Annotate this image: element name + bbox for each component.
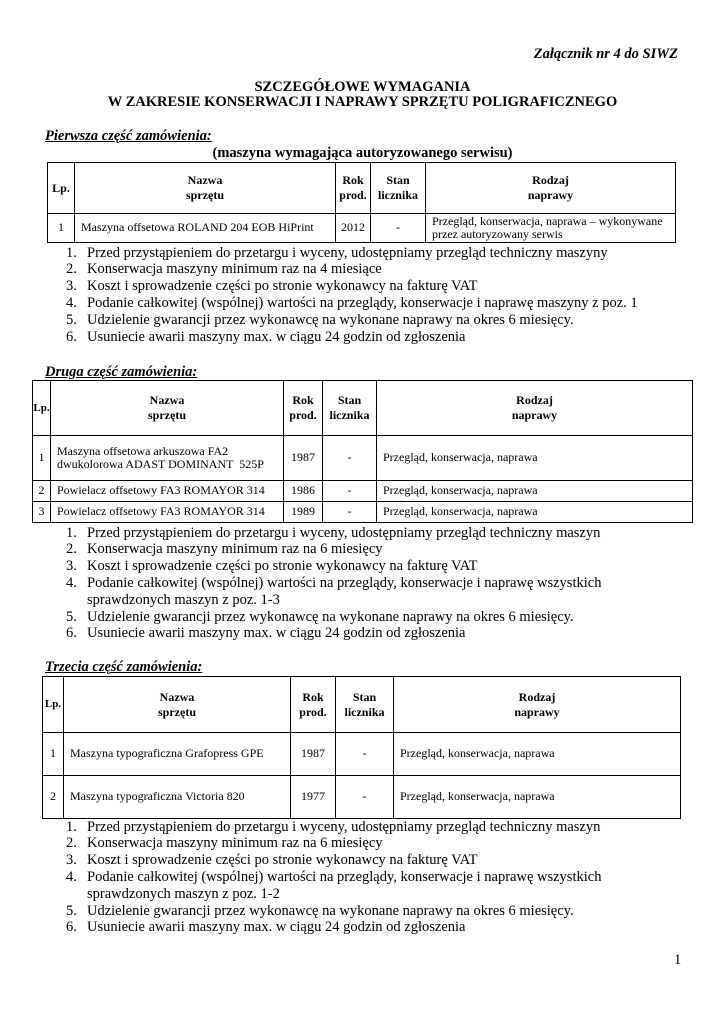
cell-production-year: 1987 bbox=[284, 436, 323, 481]
title-line-1: SZCZEGÓŁOWE WYMAGANIA bbox=[254, 79, 471, 95]
header-line: prod. bbox=[339, 188, 367, 202]
requirement-item bbox=[66, 312, 677, 329]
header-line: Nazwa bbox=[159, 689, 195, 704]
cell-production-year: 1986 bbox=[284, 481, 323, 502]
requirement-number: 1. bbox=[66, 244, 77, 261]
requirement-text: Przed przystąpieniem do przetargu i wyceny, udostępniamy przegląd techniczny maszyny bbox=[87, 244, 608, 261]
equipment-table-part-3 bbox=[42, 676, 681, 819]
table-row bbox=[33, 502, 693, 523]
table-header-row bbox=[48, 163, 676, 214]
cell-lp: 1 bbox=[33, 436, 51, 481]
document-title bbox=[0, 80, 725, 110]
requirement-number: 4. bbox=[66, 868, 77, 885]
requirement-item bbox=[66, 295, 677, 312]
header-meter-reading bbox=[336, 677, 394, 733]
section-heading-part-3: Trzecia część zamówienia: bbox=[45, 659, 203, 675]
header-meter-reading bbox=[371, 163, 426, 214]
cell-lp: 2 bbox=[33, 481, 51, 502]
cell-meter-reading: - bbox=[323, 481, 377, 502]
requirement-text: Konserwacja maszyny minimum raz na 6 miesięcy bbox=[87, 835, 383, 852]
header-repair-type bbox=[426, 163, 676, 214]
requirement-number: 1. bbox=[66, 524, 77, 541]
table-row bbox=[43, 733, 681, 776]
section-heading-part-1: Pierwsza część zamówienia: bbox=[45, 128, 212, 144]
requirement-text: Udzielenie gwarancji przez wykonawcę na wykonane naprawy na okres 6 miesięcy. bbox=[87, 608, 574, 625]
header-lp: Lp. bbox=[48, 163, 75, 214]
requirement-text: Podanie całkowitej (wspólnej) wartości na przeglądy, konserwacje i naprawę wszystkich sprawdzonych maszyn z poz. 1-3 bbox=[87, 574, 602, 608]
title-line-2: W ZAKRESIE KONSERWACJI I NAPRAWY SPRZĘTU POLIGRAFICZNEGO bbox=[107, 94, 618, 110]
header-line: Rok bbox=[302, 689, 324, 704]
requirement-number: 2. bbox=[66, 835, 77, 852]
header-equipment-name bbox=[51, 381, 284, 436]
header-line: licznika bbox=[377, 188, 418, 202]
header-equipment-name bbox=[75, 163, 336, 214]
cell-meter-reading: - bbox=[323, 502, 377, 523]
requirement-number: 5. bbox=[66, 902, 77, 919]
header-production-year bbox=[291, 677, 336, 733]
cell-equipment-name: Maszyna offsetowa ROLAND 204 EOB HiPrint bbox=[75, 214, 336, 243]
cell-meter-reading: - bbox=[323, 436, 377, 481]
requirement-number: 4. bbox=[66, 574, 77, 591]
page-number: 1 bbox=[674, 952, 682, 968]
requirement-item bbox=[66, 852, 677, 869]
requirement-text: Przed przystąpieniem do przetargu i wyceny, udostępniamy przegląd techniczny maszyn bbox=[87, 524, 601, 541]
cell-lp: 3 bbox=[33, 502, 51, 523]
header-repair-type bbox=[394, 677, 681, 733]
cell-equipment-name: Maszyna typograficzna Grafopress GPE bbox=[64, 733, 291, 776]
requirement-text: Usuniecie awarii maszyny max. w ciągu 24 godzin od zgłoszenia bbox=[87, 625, 466, 642]
requirement-item bbox=[66, 575, 677, 609]
requirement-item bbox=[66, 919, 677, 936]
section-subheading-part-1: (maszyna wymagająca autoryzowanego serwisu) bbox=[212, 145, 513, 161]
requirement-item bbox=[66, 329, 677, 346]
table-row bbox=[33, 481, 693, 502]
header-line: Rodzaj bbox=[518, 689, 556, 704]
requirement-number: 2. bbox=[66, 261, 77, 278]
annex-label: Załącznik nr 4 do SIWZ bbox=[533, 46, 678, 62]
header-line: naprawy bbox=[527, 188, 574, 202]
header-production-year bbox=[336, 163, 371, 214]
requirement-item bbox=[66, 869, 677, 903]
header-repair-type bbox=[377, 381, 693, 436]
requirement-number: 4. bbox=[66, 294, 77, 311]
header-line: sprzętu bbox=[186, 188, 224, 202]
cell-lp: 1 bbox=[43, 733, 64, 776]
cell-equipment-name: Maszyna typograficzna Victoria 820 bbox=[64, 776, 291, 819]
header-line: Stan bbox=[337, 393, 362, 407]
requirement-number: 2. bbox=[66, 541, 77, 558]
requirement-item bbox=[66, 903, 677, 920]
cell-production-year: 1989 bbox=[284, 502, 323, 523]
table-row bbox=[43, 776, 681, 819]
requirement-item bbox=[66, 245, 677, 262]
equipment-table-part-2 bbox=[32, 380, 693, 523]
requirement-item bbox=[66, 261, 677, 278]
requirement-text: Konserwacja maszyny minimum raz na 4 miesiące bbox=[87, 261, 382, 278]
cell-production-year: 2012 bbox=[336, 214, 371, 243]
requirement-number: 1. bbox=[66, 818, 77, 835]
header-line: sprzętu bbox=[158, 704, 196, 719]
header-line: licznika bbox=[344, 704, 385, 719]
requirement-item bbox=[66, 525, 677, 542]
cell-equipment-name: Maszyna offsetowa arkuszowa FA2 dwukolorowa ADAST DOMINANT 525P bbox=[51, 436, 284, 481]
requirement-item bbox=[66, 835, 677, 852]
requirement-number: 3. bbox=[66, 558, 77, 575]
requirement-number: 6. bbox=[66, 625, 77, 642]
requirement-item bbox=[66, 819, 677, 836]
section-heading-part-2: Druga część zamówienia: bbox=[45, 364, 198, 380]
requirement-item bbox=[66, 541, 677, 558]
requirement-text: Udzielenie gwarancji przez wykonawcę na wykonane naprawy na okres 6 miesięcy. bbox=[87, 902, 574, 919]
requirements-list-part-2 bbox=[66, 525, 677, 643]
requirement-text: Przed przystąpieniem do przetargu i wyceny, udostępniamy przegląd techniczny maszyn bbox=[87, 818, 601, 835]
requirement-item bbox=[66, 558, 677, 575]
requirement-text: Podanie całkowitej (wspólnej) wartości na przeglądy, konserwacje i naprawę wszystkich sprawdzonych maszyn z poz. 1-2 bbox=[87, 868, 602, 902]
requirements-list-part-1 bbox=[66, 245, 677, 346]
requirement-number: 5. bbox=[66, 608, 77, 625]
requirement-text: Udzielenie gwarancji przez wykonawcę na wykonane naprawy na okres 6 miesięcy. bbox=[87, 311, 574, 328]
requirement-text: Usuniecie awarii maszyny max. w ciągu 24 godzin od zgłoszenia bbox=[87, 328, 466, 345]
header-line: Rodzaj bbox=[532, 173, 569, 187]
header-production-year bbox=[284, 381, 323, 436]
cell-lp: 1 bbox=[48, 214, 75, 243]
table-row bbox=[48, 214, 676, 243]
header-line: naprawy bbox=[511, 408, 558, 422]
header-line: sprzętu bbox=[148, 408, 186, 422]
requirement-text: Podanie całkowitej (wspólnej) wartości na przeglądy, konserwacje i naprawę maszyny z poz. 1 bbox=[87, 294, 638, 311]
header-line: Stan bbox=[386, 173, 410, 187]
table-header-row bbox=[33, 381, 693, 436]
table-header-row bbox=[43, 677, 681, 733]
header-line: prod. bbox=[289, 408, 317, 422]
header-line: Nazwa bbox=[187, 173, 223, 187]
cell-repair-type: Przegląd, konserwacja, naprawa bbox=[394, 733, 681, 776]
header-line: Stan bbox=[352, 689, 377, 704]
cell-equipment-name: Powielacz offsetowy FA3 ROMAYOR 314 bbox=[51, 481, 284, 502]
cell-meter-reading: - bbox=[336, 776, 394, 819]
header-line: Nazwa bbox=[149, 393, 185, 407]
requirements-list-part-3 bbox=[66, 819, 677, 937]
header-lp: Lp. bbox=[43, 677, 64, 733]
requirement-item bbox=[66, 625, 677, 642]
requirement-text: Koszt i sprowadzenie części po stronie wykonawcy na fakturę VAT bbox=[87, 558, 478, 575]
requirement-text: Koszt i sprowadzenie części po stronie wykonawcy na fakturę VAT bbox=[87, 278, 478, 295]
requirement-number: 5. bbox=[66, 311, 77, 328]
header-line: licznika bbox=[329, 408, 370, 422]
cell-repair-type: Przegląd, konserwacja, naprawa bbox=[394, 776, 681, 819]
cell-repair-type: Przegląd, konserwacja, naprawa bbox=[377, 436, 693, 481]
equipment-table-part-1 bbox=[47, 162, 676, 243]
header-line: Rok bbox=[292, 393, 314, 407]
header-lp: Lp. bbox=[33, 381, 51, 436]
cell-repair-type: Przegląd, konserwacja, naprawa – wykonywane przez autoryzowany serwis bbox=[426, 214, 676, 243]
header-line: Rok bbox=[342, 173, 364, 187]
cell-repair-type: Przegląd, konserwacja, naprawa bbox=[377, 502, 693, 523]
requirement-item bbox=[66, 609, 677, 626]
requirement-number: 3. bbox=[66, 852, 77, 869]
cell-equipment-name: Powielacz offsetowy FA3 ROMAYOR 314 bbox=[51, 502, 284, 523]
requirement-text: Usuniecie awarii maszyny max. w ciągu 24 godzin od zgłoszenia bbox=[87, 919, 466, 936]
header-equipment-name bbox=[64, 677, 291, 733]
table-row bbox=[33, 436, 693, 481]
cell-repair-type: Przegląd, konserwacja, naprawa bbox=[377, 481, 693, 502]
requirement-number: 6. bbox=[66, 919, 77, 936]
cell-meter-reading: - bbox=[336, 733, 394, 776]
cell-lp: 2 bbox=[43, 776, 64, 819]
requirement-text: Koszt i sprowadzenie części po stronie wykonawcy na fakturę VAT bbox=[87, 852, 478, 869]
cell-production-year: 1977 bbox=[291, 776, 336, 819]
requirement-number: 3. bbox=[66, 278, 77, 295]
requirement-text: Konserwacja maszyny minimum raz na 6 miesięcy bbox=[87, 541, 383, 558]
header-line: prod. bbox=[299, 704, 327, 719]
cell-meter-reading: - bbox=[371, 214, 426, 243]
header-meter-reading bbox=[323, 381, 377, 436]
header-line: Rodzaj bbox=[516, 393, 553, 407]
cell-production-year: 1987 bbox=[291, 733, 336, 776]
requirement-number: 6. bbox=[66, 328, 77, 345]
requirement-item bbox=[66, 278, 677, 295]
header-line: naprawy bbox=[514, 704, 560, 719]
